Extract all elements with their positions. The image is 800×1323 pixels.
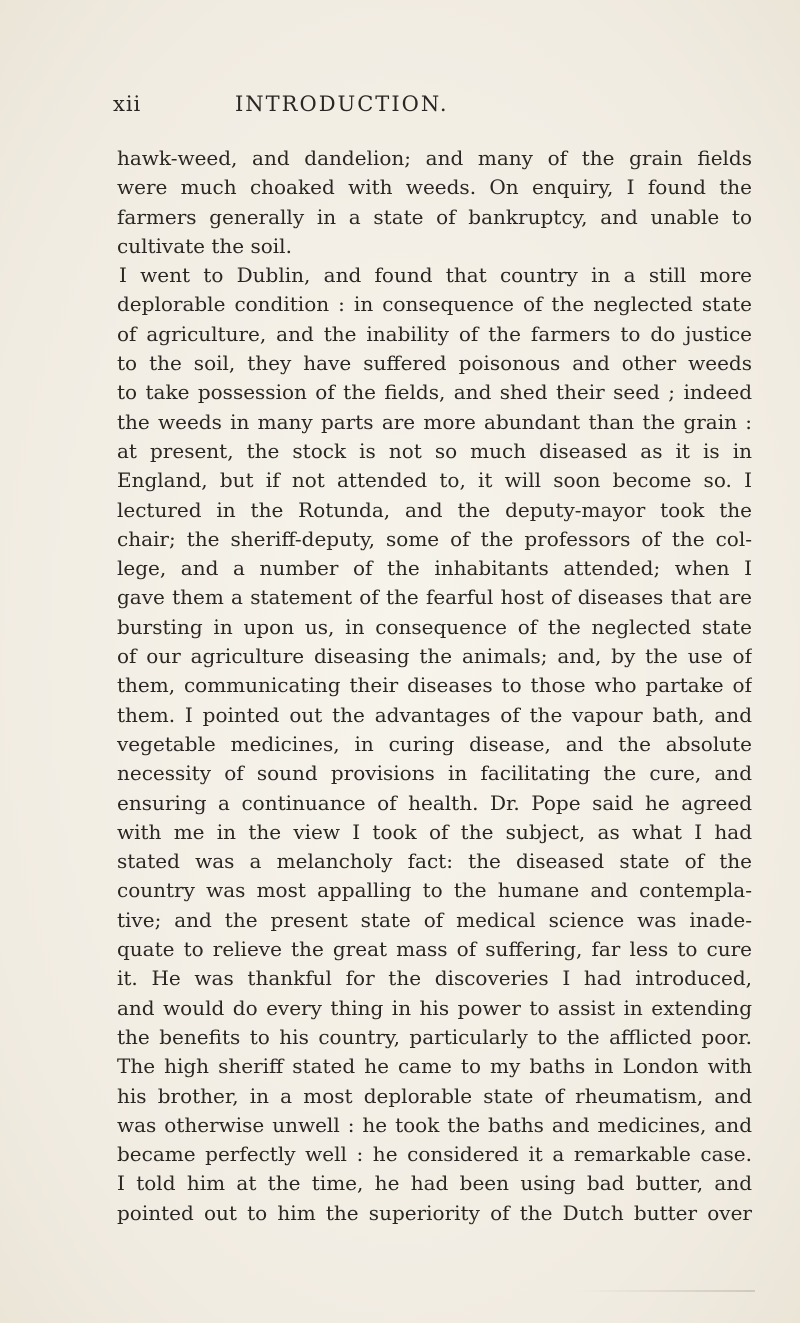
text-line: ensuring a continuance of health. Dr. Pope said he agreed [117,790,752,815]
text-line: necessity of sound provisions in facilitating the cure, and [117,761,752,786]
body-text [117,144,752,1228]
text-line: lectured in the Rotunda, and the deputy-mayor took the [117,497,752,522]
text-line: his brother, in a most deplorable state of rheumatism, and [117,1083,752,1108]
text-line: at present, the stock is not so much diseased as it is in [117,438,752,463]
text-line: hawk-weed, and dandelion; and many of the grain fields [117,146,752,170]
text-line: England, but if not attended to, it will soon become so. I [117,468,752,493]
text-line: deplorable condition : in consequence of the neglected state [117,292,752,317]
text-line: the weeds in many parts are more abundant than the grain : [117,409,752,434]
text-line: and would do every thing in his power to assist in extending [117,995,752,1020]
text-line: became perfectly well : he considered it a remarkable case. [117,1142,752,1167]
text-line: pointed out to him the superiority of the Dutch butter over [117,1200,752,1225]
text-line: I told him at the time, he had been using bad butter, and [117,1171,752,1196]
text-line: with me in the view I took of the subject, as what I had [117,819,752,844]
text-line: of our agriculture diseasing the animals; and, by the use of [117,644,752,669]
text-line: cultivate the soil. [117,233,292,258]
text-line: bursting in upon us, in consequence of the neglected state [117,614,752,639]
running-head: INTRODUCTION. [235,92,449,116]
text-line: quate to relieve the great mass of suffering, far less to cure [117,937,752,962]
text-line: tive; and the present state of medical science was inade- [117,907,752,932]
text-line: it. He was thankful for the discoveries I had introduced, [117,966,752,991]
text-line: stated was a melancholy fact: the diseased state of the [117,849,752,874]
text-line: the benefits to his country, particularly to the afflicted poor. [117,1024,752,1049]
text-line: country was most appalling to the humane and contempla- [117,878,752,903]
text-line: to the soil, they have suffered poisonous and other weeds [117,351,752,376]
text-line: gave them a statement of the fearful host of diseases that are [117,585,752,610]
text-line: them, communicating their diseases to those who partake of [117,673,752,698]
text-line: of agriculture, and the inability of the farmers to do justice [117,321,752,346]
text-line: them. I pointed out the advantages of the vapour bath, and [117,702,752,727]
text-line: lege, and a number of the inhabitants attended; when I [117,556,752,581]
text-line: were much choaked with weeds. On enquiry, I found the [117,175,752,200]
text-line: vegetable medicines, in curing disease, and the absolute [117,731,752,756]
text-line: The high sheriff stated he came to my baths in London with [117,1054,752,1079]
text-line: I went to Dublin, and found that country in a still more [119,263,752,288]
page-edge-shadow [575,1290,755,1292]
text-line: was otherwise unwell : he took the baths and medicines, and [117,1112,752,1137]
page-number: xii [113,92,142,116]
page-header [0,92,800,132]
text-line: farmers generally in a state of bankruptcy, and unable to [117,204,752,229]
text-line: chair; the sheriff-deputy, some of the professors of the col- [117,526,752,551]
text-line: to take possession of the fields, and shed their seed ; indeed [117,380,752,405]
